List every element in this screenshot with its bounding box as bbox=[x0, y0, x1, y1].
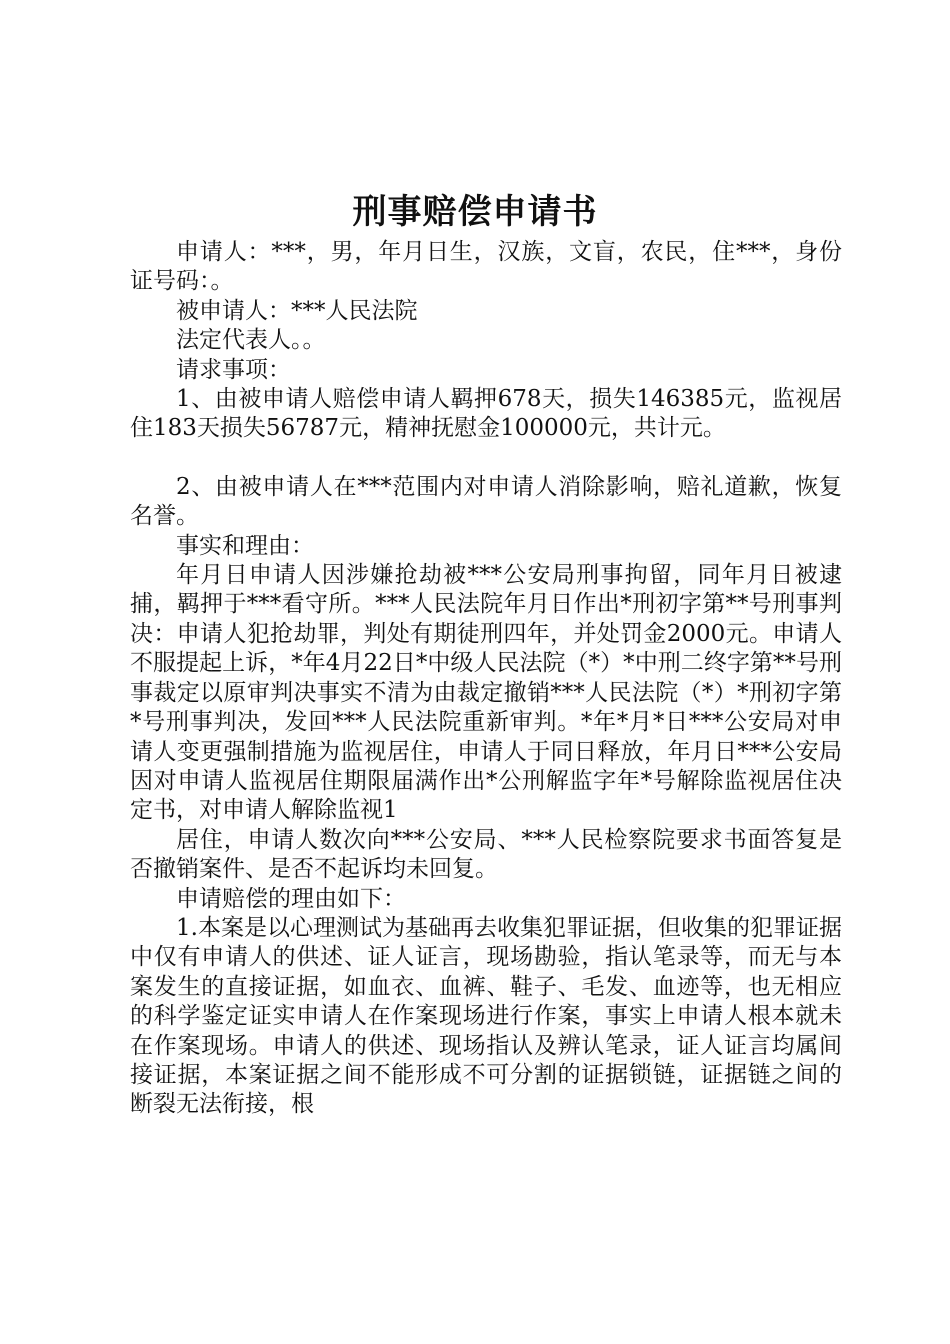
facts-continuation-paragraph: 居住，申请人数次向***公安局、***人民检察院要求书面答复是否撤销案件、是否不起诉均未回复。 bbox=[130, 826, 842, 883]
document-title: 刑事赔偿申请书 bbox=[352, 192, 598, 232]
claim-item-1: 1、由被申请人赔偿申请人羁押678天，损失146385元，监视居住183天损失56787元，精神抚慰金100000元，共计元。 bbox=[130, 386, 842, 442]
document-body bbox=[130, 238, 842, 1120]
respondent-paragraph: 被申请人：***人民法院 bbox=[176, 297, 418, 324]
claims-heading: 请求事项： bbox=[176, 356, 291, 383]
legal-representative-paragraph: 法定代表人。。 bbox=[176, 327, 326, 354]
applicant-paragraph: 申请人：***，男，年月日生，汉族，文盲，农民，住***，身份证号码：。 bbox=[130, 239, 842, 295]
claim-item-2: 2、由被申请人在***范围内对申请人消除影响，赔礼道歉，恢复名誉。 bbox=[130, 473, 842, 530]
facts-paragraph: 年月日申请人因涉嫌抢劫被***公安局刑事拘留，同年月日被逮捕，羁押于***看守所。***人民法院年月日作出*刑初字第**号刑事判决：申请人犯抢劫罪，判处有期徒刑四年，并处罚金2000元。申请人不服提起上诉，*年4月22日*中级人民法院（*）*中刑二终字第**号刑事裁定以原审判决事实不清为由裁定撤销***人民法院（*）*刑初字第*号刑事判决，发回***人民法院重新审判。*年*月*日***公安局对申请人变更强制措施为监视居住，申请人于同日释放，年月日***公安局因对申请人监视居住期限届满作出*公刑解监字年*号解除监视居住决定书，对申请人解除监视1 bbox=[130, 562, 842, 824]
reason-item-1: 1.本案是以心理测试为基础再去收集犯罪证据，但收集的犯罪证据中仅有申请人的供述、证人证言，现场勘验，指认笔录等，而无与本案发生的直接证据，如血衣、血裤、鞋子、毛发、血迹等，也无相应的科学鉴定证实申请人在作案现场进行作案，事实上申请人根本就未在作案现场。申请人的供述、现场指认及辨认笔录，证人证言均属间接证据，本案证据之间不能形成不可分割的证据锁链，证据链之间的断裂无法衔接，根 bbox=[130, 914, 842, 1118]
reasons-heading: 申请赔偿的理由如下： bbox=[176, 885, 406, 912]
facts-heading: 事实和理由： bbox=[176, 532, 314, 559]
